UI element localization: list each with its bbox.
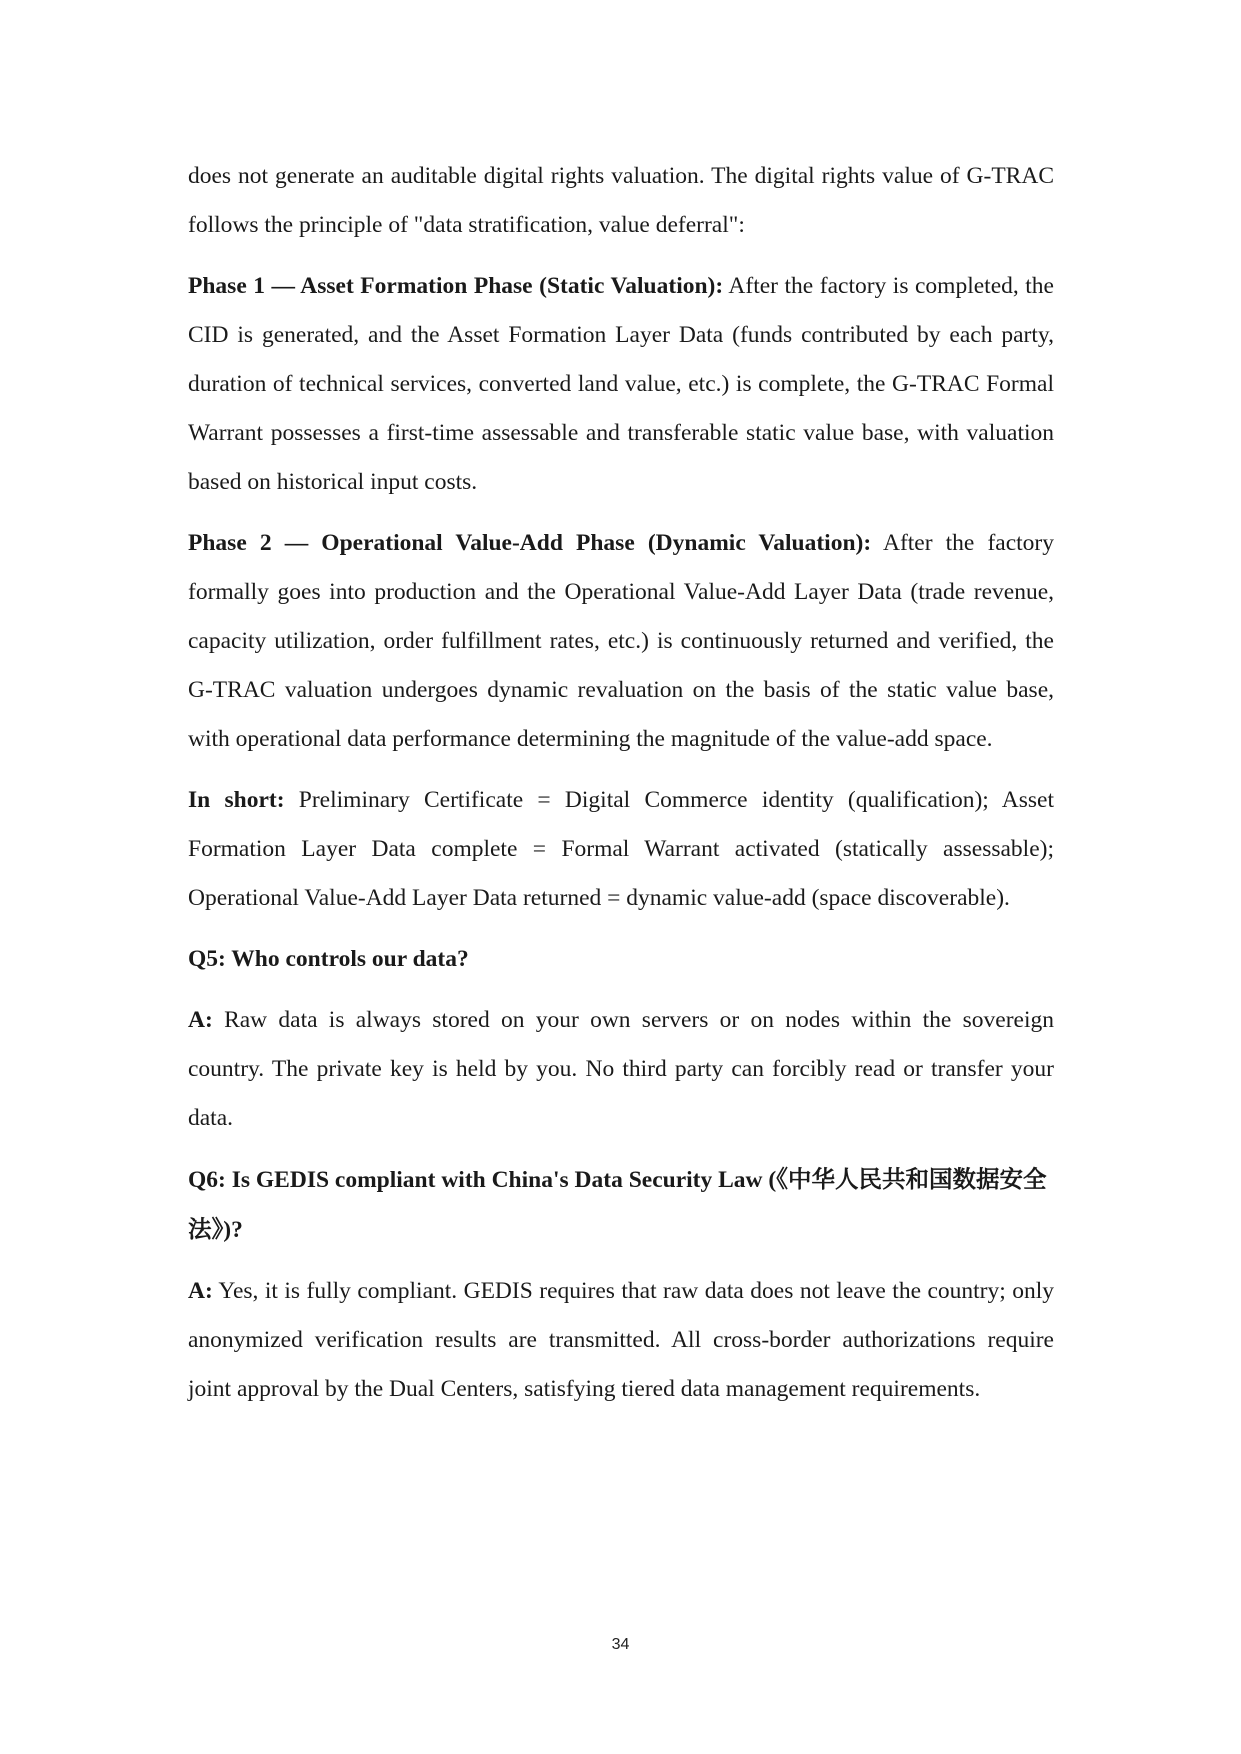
q6-question-prefix: Q6: Is GEDIS compliant with China's Data Security Law ( bbox=[188, 1167, 777, 1193]
in-short-label: In short: bbox=[188, 787, 285, 813]
in-short-text: Preliminary Certificate = Digital Commerce identity (qualification); Asset Formation Layer Data complete = Formal Warrant activated (statically assessable); Operational Value-Add Layer Data returned = dynamic value-add (space discoverable). bbox=[188, 787, 1054, 911]
phase2-paragraph bbox=[188, 519, 1054, 764]
in-short-paragraph bbox=[188, 776, 1054, 923]
q5-question: Q5: Who controls our data? bbox=[188, 946, 469, 972]
q5-answer bbox=[188, 996, 1054, 1143]
phase2-text: After the factory formally goes into production and the Operational Value-Add Layer Data (trade revenue, capacity utilization, order fulfillment rates, etc.) is continuously returned and verified, the G-TRAC valuation undergoes dynamic revaluation on the basis of the static value base, with operational data performance determining the magnitude of the value-add space. bbox=[188, 530, 1054, 752]
q6-answer-text: Yes, it is fully compliant. GEDIS requires that raw data does not leave the country; only anonymized verification results are transmitted. All cross-border authorizations require joint approval by the Dual Centers, satisfying tiered data management requirements. bbox=[188, 1278, 1054, 1402]
q6-question-suffix: )? bbox=[223, 1217, 243, 1243]
page-number: 34 bbox=[611, 1636, 630, 1653]
q6-answer-label: A: bbox=[188, 1278, 213, 1304]
q6-question-law-title: 《中华人民共和国数据安全法》 bbox=[188, 1165, 1047, 1243]
page-body bbox=[188, 152, 1054, 1426]
phase1-text: After the factory is completed, the CID is generated, and the Asset Formation Layer Data (funds contributed by each party, duration of technical services, converted land value, etc.) is complete, the G-TRAC Formal Warrant possesses a first-time assessable and transferable static value base, with valuation based on historical input costs. bbox=[188, 273, 1054, 495]
q6-question bbox=[188, 1155, 1054, 1255]
phase1-paragraph bbox=[188, 262, 1054, 507]
q5-answer-text: Raw data is always stored on your own servers or on nodes within the sovereign country. The private key is held by you. No third party can forcibly read or transfer your data. bbox=[188, 1007, 1054, 1131]
phase1-label: Phase 1 — Asset Formation Phase (Static Valuation): bbox=[188, 273, 724, 299]
phase2-label: Phase 2 — Operational Value-Add Phase (Dynamic Valuation): bbox=[188, 530, 872, 556]
q6-answer bbox=[188, 1267, 1054, 1414]
intro-paragraph: does not generate an auditable digital rights valuation. The digital rights value of G-TRAC follows the principle of "data stratification, value deferral": bbox=[188, 163, 1054, 238]
q5-answer-label: A: bbox=[188, 1007, 213, 1033]
